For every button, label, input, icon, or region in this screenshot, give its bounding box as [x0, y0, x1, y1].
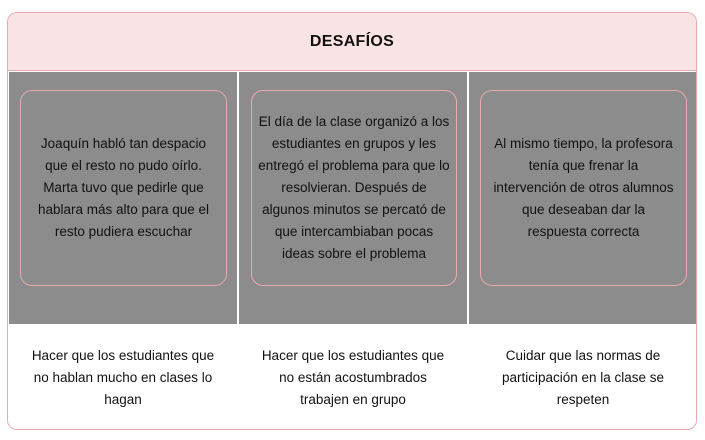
challenge-box-3: [480, 90, 687, 286]
challenge-column-3: [468, 71, 697, 325]
goal-cell-1: [8, 325, 238, 430]
challenge-column-2: [238, 71, 468, 325]
challenge-box-2: [251, 90, 457, 286]
challenge-text-1: Joaquín habló tan despacio que el resto no pudo oírlo. Marta tuvo que pedirle que hablara más alto para que el resto pudiera escuchar: [37, 136, 210, 239]
challenges-table: [7, 12, 697, 430]
goal-cell-3: [468, 325, 697, 430]
goal-text-1: Hacer que los estudiantes que no hablan mucho en clases lo hagan: [31, 348, 215, 407]
table-title: DESAFÍOS: [309, 32, 395, 50]
challenge-box-1: [20, 90, 227, 286]
goal-cell-2: [238, 325, 468, 430]
challenge-column-1: [8, 71, 238, 325]
table-header: [8, 13, 696, 71]
goal-text-3: Cuidar que las normas de participación en la clase se respeten: [501, 348, 665, 407]
challenge-text-3: Al mismo tiempo, la profesora tenía que frenar la intervención de otros alumnos que deseaban dar la respuesta correcta: [493, 136, 674, 239]
goal-text-2: Hacer que los estudiantes que no están acostumbrados trabajen en grupo: [261, 348, 445, 407]
challenge-text-2: El día de la clase organizó a los estudiantes en grupos y les entregó el problema para que lo resolvieran. Después de algunos minutos se percató de que intercambiaban pocas ideas sobre el problema: [258, 114, 450, 261]
